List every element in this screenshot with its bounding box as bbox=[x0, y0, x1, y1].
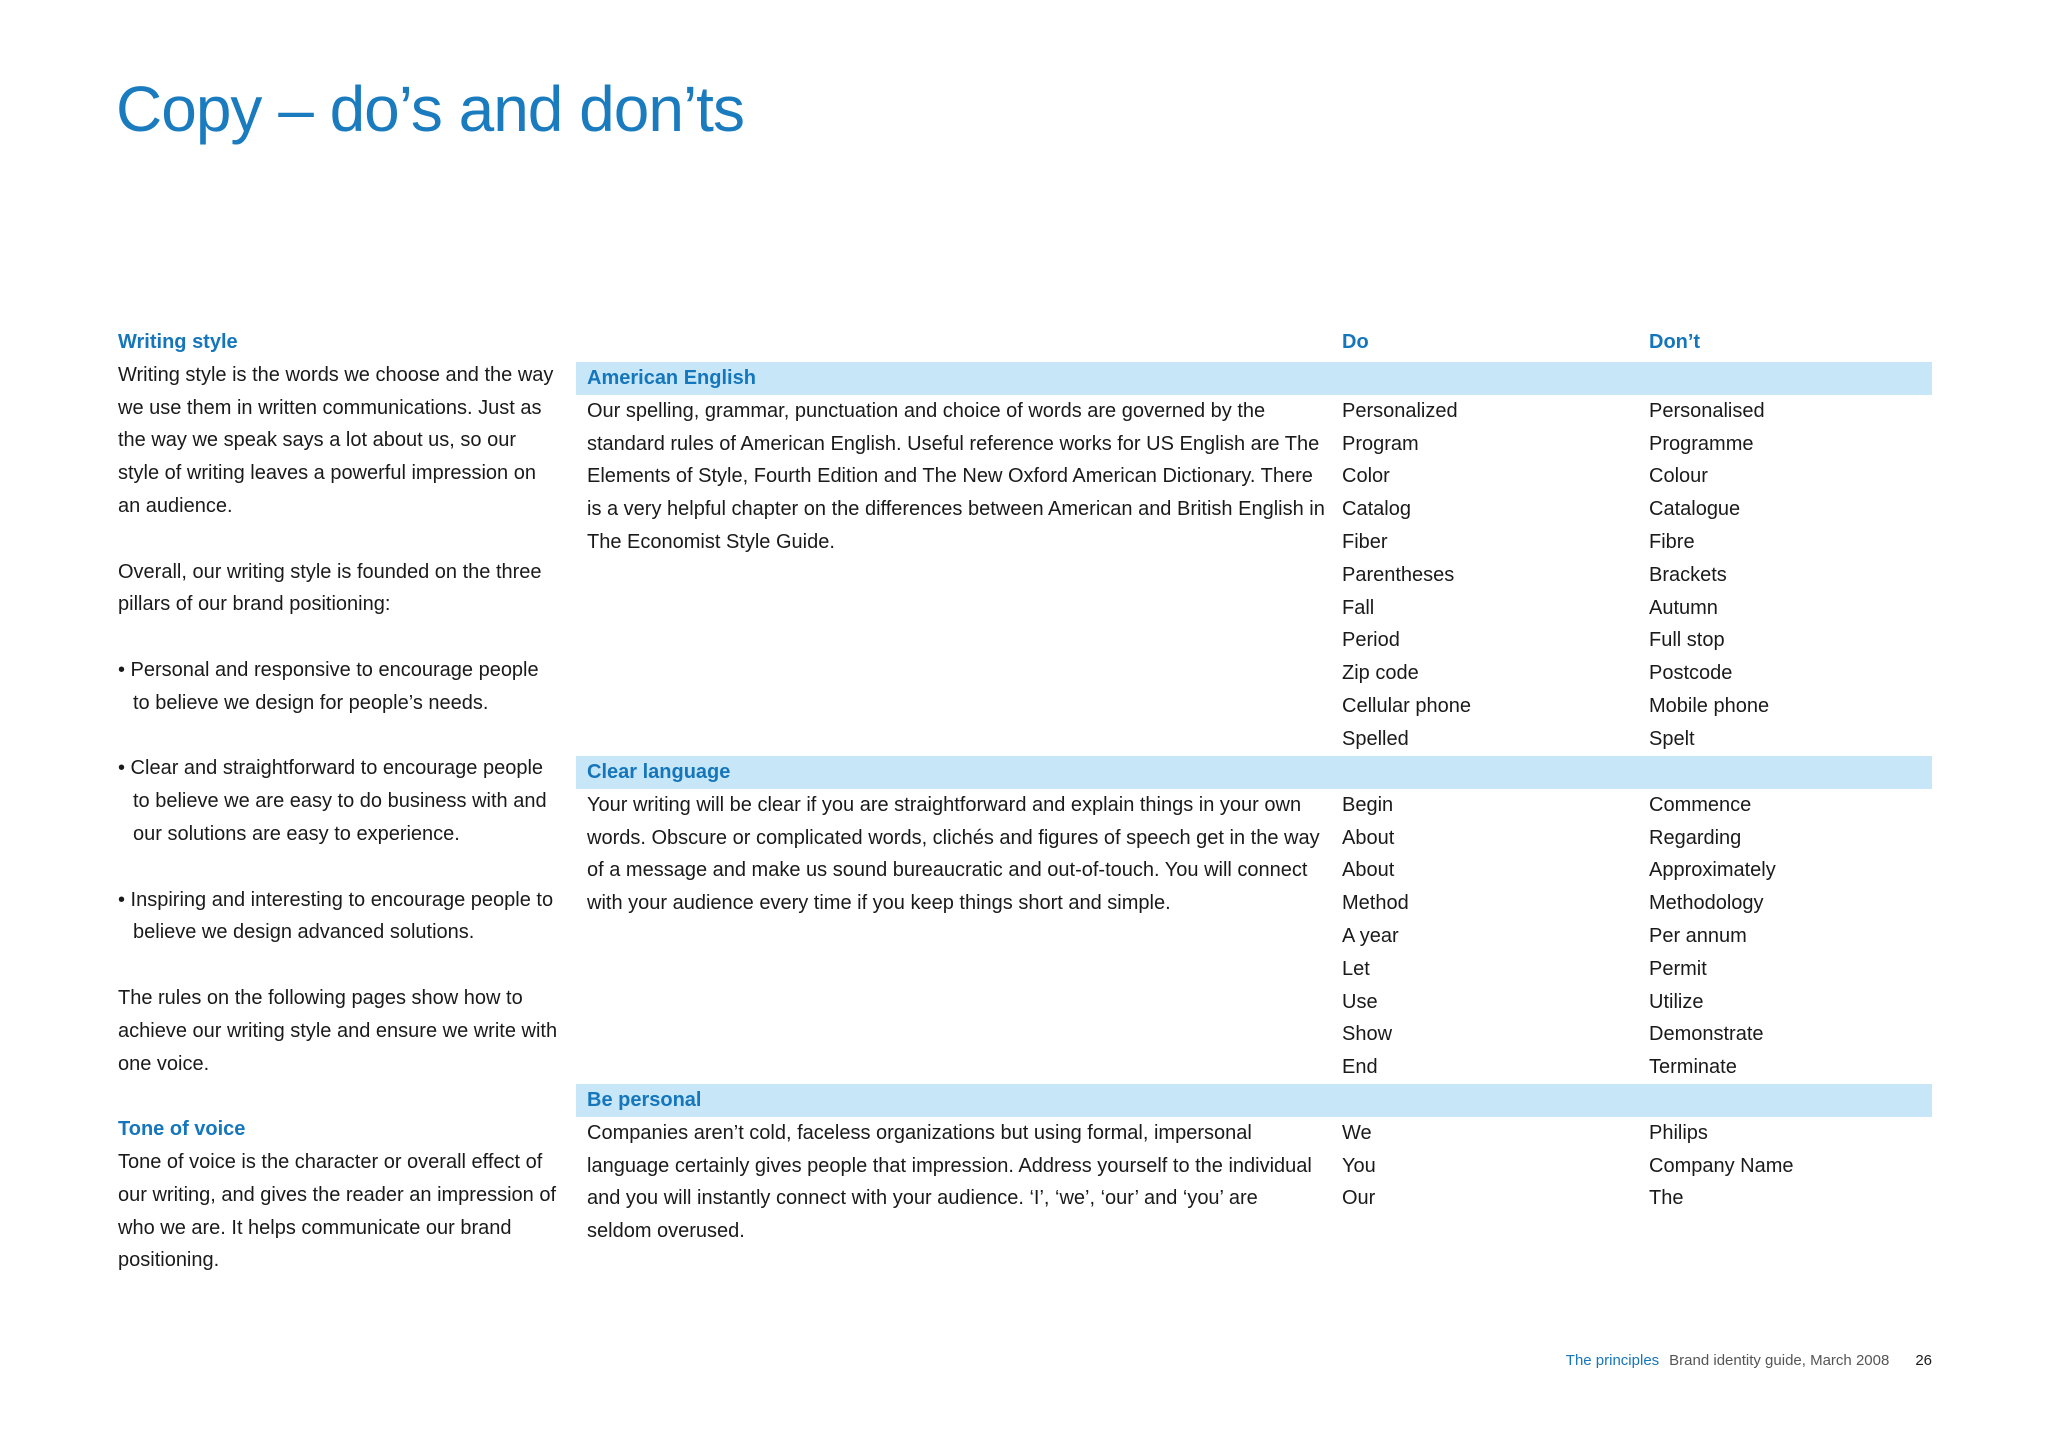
dont-word: Regarding bbox=[1649, 826, 1742, 849]
do-word: Zip code bbox=[1342, 662, 1419, 685]
pillar-bullet: • Clear and straightforward to encourage people to believe we are easy to do business with and our solutions are easy to experience. bbox=[118, 757, 547, 845]
dont-word: Permit bbox=[1649, 957, 1707, 980]
dont-word: Utilize bbox=[1649, 990, 1704, 1013]
dont-word: Personalised bbox=[1649, 399, 1765, 422]
dont-word: The bbox=[1649, 1187, 1684, 1210]
dont-word-list bbox=[1649, 395, 1769, 756]
do-word-list bbox=[1342, 789, 1409, 1084]
dont-word: Autumn bbox=[1649, 596, 1718, 619]
block-be-personal bbox=[576, 1084, 1932, 1243]
dont-word-list bbox=[1649, 1117, 1794, 1215]
do-column-header: Do bbox=[1342, 331, 1369, 353]
block-american-english bbox=[576, 362, 1932, 750]
page-footer bbox=[1566, 1352, 1932, 1369]
dont-word: Postcode bbox=[1649, 662, 1733, 685]
dont-word: Fibre bbox=[1649, 530, 1695, 553]
do-word: Method bbox=[1342, 892, 1409, 915]
do-word: End bbox=[1342, 1056, 1378, 1079]
do-word: Fiber bbox=[1342, 530, 1388, 553]
do-word: About bbox=[1342, 859, 1395, 882]
tone-of-voice-heading: Tone of voice bbox=[118, 1118, 246, 1141]
dont-word-list bbox=[1649, 789, 1776, 1084]
dont-word: Approximately bbox=[1649, 859, 1776, 882]
dont-word: Programme bbox=[1649, 432, 1754, 455]
dont-word: Per annum bbox=[1649, 924, 1747, 947]
block-description: Companies aren’t cold, faceless organizations but using formal, impersonal language certainly gives people that impression. Address yourself to the individual and you will instantly connect with your audience. ‘I’, ‘we’, ‘our’ and ‘you’ are seldom overused. bbox=[587, 1121, 1312, 1243]
writing-style-heading: Writing style bbox=[118, 331, 238, 353]
dont-word: Methodology bbox=[1649, 892, 1764, 915]
do-word: Personalized bbox=[1342, 399, 1458, 422]
do-word-list bbox=[1342, 395, 1471, 756]
dont-word: Philips bbox=[1649, 1121, 1708, 1144]
dont-word: Brackets bbox=[1649, 563, 1727, 586]
block-heading: American English bbox=[576, 362, 1932, 395]
writing-style-paragraph: Overall, our writing style is founded on the three pillars of our brand positioning: bbox=[118, 560, 542, 616]
do-word: Cellular phone bbox=[1342, 694, 1471, 717]
do-word-list bbox=[1342, 1117, 1376, 1215]
do-word: Color bbox=[1342, 465, 1390, 488]
dont-word: Company Name bbox=[1649, 1154, 1794, 1177]
do-word: Parentheses bbox=[1342, 563, 1455, 586]
dont-word: Catalogue bbox=[1649, 498, 1741, 521]
dont-word: Terminate bbox=[1649, 1056, 1737, 1079]
dont-word: Demonstrate bbox=[1649, 1023, 1764, 1046]
do-word: We bbox=[1342, 1121, 1372, 1144]
page-title: Copy – do’s and don’ts bbox=[116, 73, 744, 145]
do-word: Use bbox=[1342, 990, 1378, 1013]
do-word: Show bbox=[1342, 1023, 1393, 1046]
block-description: Your writing will be clear if you are straightforward and explain things in your own words. Obscure or complicated words, clichés and figures of speech get in the way of a message and make us sound bureaucratic and out-of-touch. You will connect with your audience every time if you keep things short and simple. bbox=[587, 793, 1320, 915]
page-number: 26 bbox=[1915, 1352, 1932, 1369]
writing-style-paragraph: The rules on the following pages show how to achieve our writing style and ensure we write with one voice. bbox=[118, 986, 558, 1075]
do-word: Begin bbox=[1342, 793, 1394, 816]
dont-word: Mobile phone bbox=[1649, 694, 1770, 717]
dont-word: Commence bbox=[1649, 793, 1752, 816]
dont-word: Spelt bbox=[1649, 727, 1695, 750]
tone-of-voice-paragraph: Tone of voice is the character or overall effect of our writing, and gives the reader an impression of who we are. It helps communicate our brand positioning. bbox=[118, 1150, 557, 1272]
block-description: Our spelling, grammar, punctuation and choice of words are governed by the standard rules of American English. Useful reference works for US English are The Elements of Style, Fourth Edition and The New Oxford American Dictionary. There is a very helpful chapter on the differences between American and British English in The Economist Style Guide. bbox=[587, 399, 1325, 553]
do-word: Catalog bbox=[1342, 498, 1411, 521]
pillar-bullet: • Personal and responsive to encourage people to believe we design for people’s needs. bbox=[118, 658, 539, 714]
do-word: Spelled bbox=[1342, 727, 1409, 750]
footer-section-name: The principles bbox=[1565, 1352, 1660, 1369]
writing-style-column bbox=[118, 326, 558, 1277]
do-word: Our bbox=[1342, 1187, 1376, 1210]
do-word: Program bbox=[1342, 432, 1419, 455]
block-heading: Be personal bbox=[576, 1084, 1932, 1117]
dont-word: Colour bbox=[1649, 465, 1708, 488]
pillar-bullet: • Inspiring and interesting to encourage people to believe we design advanced solutions. bbox=[118, 888, 554, 944]
block-clear-language bbox=[576, 756, 1932, 1079]
do-word: About bbox=[1342, 826, 1395, 849]
writing-style-paragraph: Writing style is the words we choose and the way we use them in written communications. Just as the way we speak says a lot about us, so our style of writing leaves a powerful impression on an audience. bbox=[118, 363, 554, 517]
do-word: You bbox=[1342, 1154, 1376, 1177]
do-word: Fall bbox=[1342, 596, 1375, 619]
do-word: Let bbox=[1342, 957, 1370, 980]
do-word: A year bbox=[1342, 924, 1399, 947]
dont-column-header: Don’t bbox=[1649, 331, 1701, 353]
do-word: Period bbox=[1342, 629, 1400, 652]
footer-document-name: Brand identity guide, March 2008 bbox=[1669, 1352, 1890, 1369]
dont-word: Full stop bbox=[1649, 629, 1725, 652]
block-heading: Clear language bbox=[576, 756, 1932, 789]
